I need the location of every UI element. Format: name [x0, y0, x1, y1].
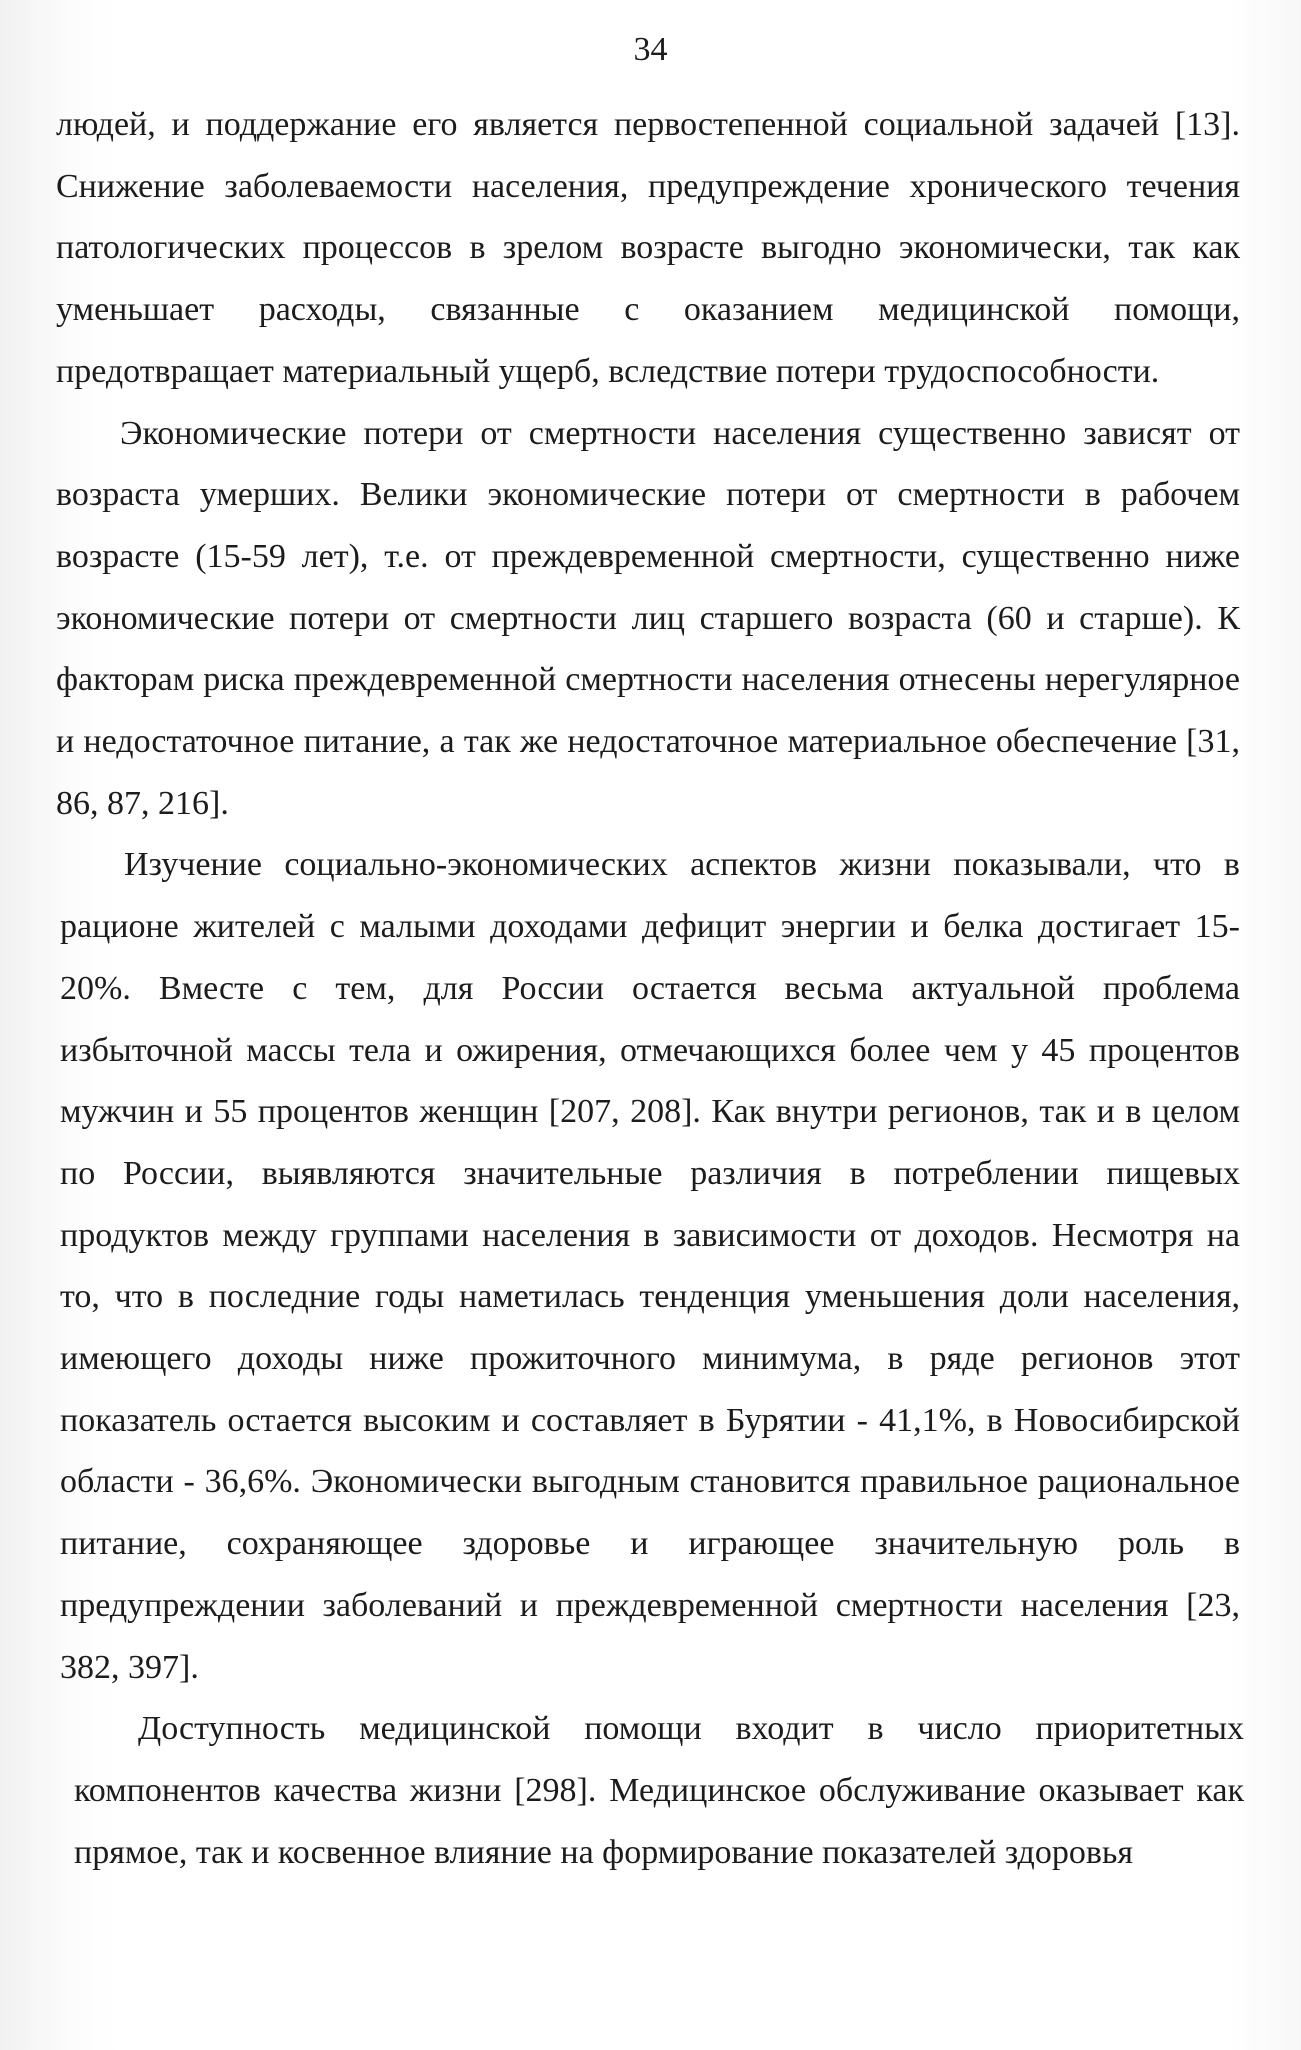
page-number: 34 [633, 31, 668, 68]
paragraph-4: Доступность медицинской помощи входит в число приоритетных компонентов качества жизни [298]. Медицинское обслуживание оказывает как прямое, так и косвенное влияние на формирование показателей здоровья [74, 1710, 1244, 1871]
paragraph-3: Изучение социально-экономических аспектов жизни показывали, что в рационе жителей с малыми доходами дефицит энергии и белка достигает 15-20%. Вместе с тем, для России остается весьма актуальной проблема избыточной массы тела и ожирения, отмечающихся более чем у 45 процентов мужчин и 55 процентов женщин [207, 208]. Как внутри регионов, так и в целом по России, выявляются значительные различия в потреблении пищевых продуктов между группами населения в зависимости от доходов. Несмотря на то, что в последние годы наметилась тенденция уменьшения доли населения, имеющего доходы ниже прожиточного минимума, в ряде регионов этот показатель остается высоким и составляет в Бурятии - 41,1%, в Новосибирской области - 36,6%. Экономически выгодным становится правильное рациональное питание, сохраняющее здоровье и играющее значительную роль в предупреждении заболеваний и преждевременной смертности населения [23, 382, 397]. [60, 846, 1240, 1686]
body-text [56, 94, 1244, 1883]
paragraph-2: Экономические потери от смертности населения существенно зависят от возраста умерших. Велики экономические потери от смертности в рабочем возрасте (15-59 лет), т.е. от преждевременной смертности, существенно ниже экономические потери от смертности лиц старшего возраста (60 и старше). К факторам риска преждевременной смертности населения отнесены нерегулярное и недостаточное питание, а так же недостаточное материальное обеспечение [31, 86, 87, 216]. [56, 414, 1240, 822]
paragraph-1: людей, и поддержание его является первостепенной социальной задачей [13]. Снижение заболеваемости населения, предупреждение хронического течения патологических процессов в зрелом возрасте выгодно экономически, так как уменьшает расходы, связанные с оказанием медицинской помощи, предотвращает материальный ущерб, вследствие потери трудоспособности. [56, 106, 1240, 390]
